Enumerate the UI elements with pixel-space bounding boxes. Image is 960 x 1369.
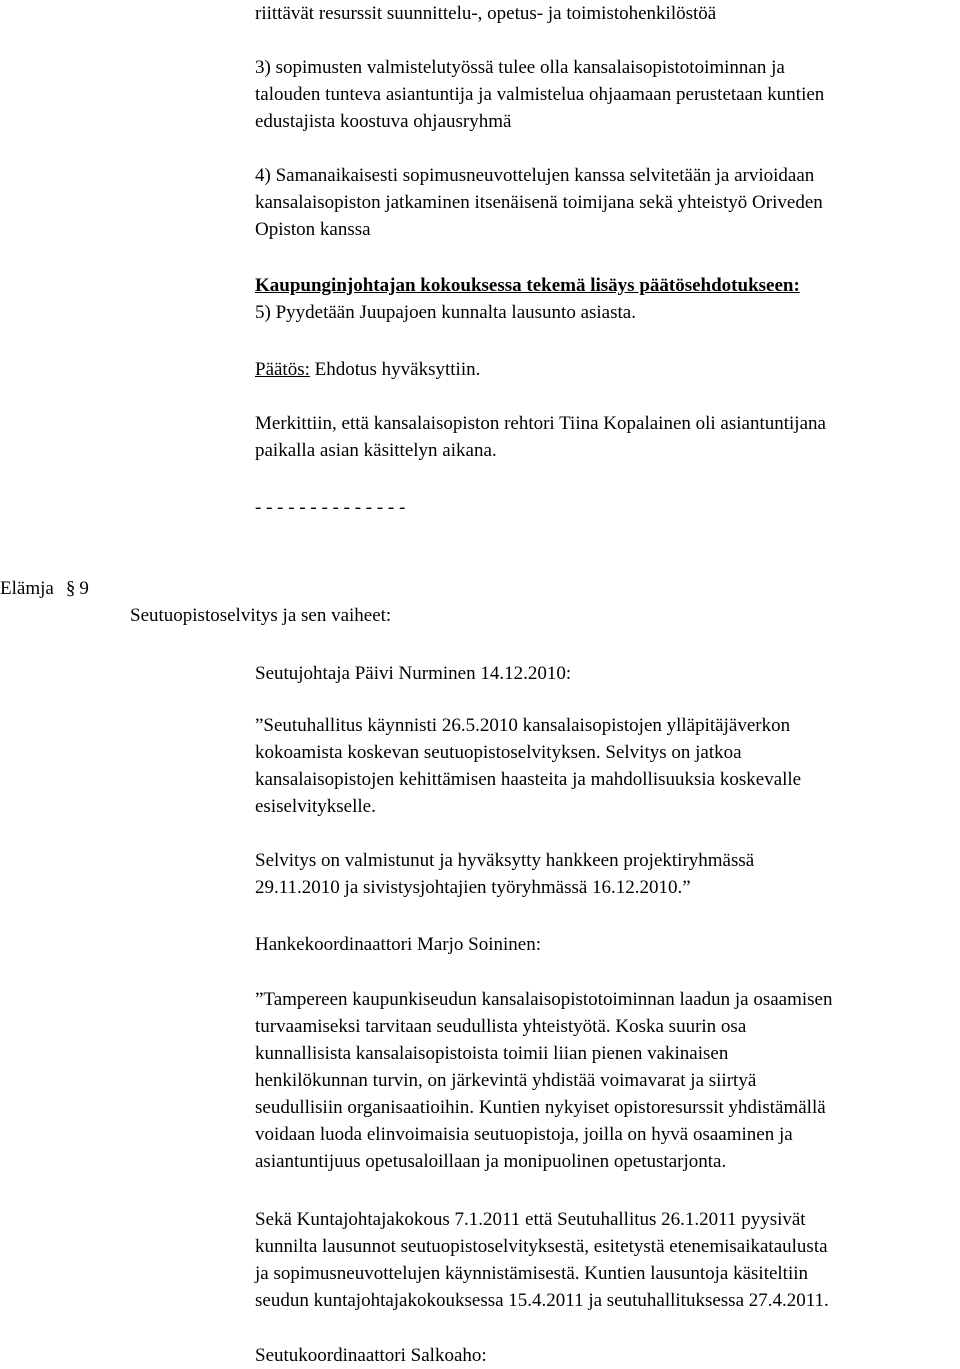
quote-2 (255, 986, 960, 1175)
text-line: kunnallisista kansalaisopistoista toimii liian pienen vakinaisen (255, 1043, 729, 1064)
text-line: edustajista koostuva ohjausryhmä (255, 111, 512, 132)
item-4 (255, 162, 960, 243)
note (255, 410, 960, 464)
text-line: Opiston kanssa (255, 219, 371, 240)
meetings-paragraph (255, 1206, 960, 1314)
section-symbol: § (65, 578, 76, 599)
text-line: kokoamista koskevan seutuopistoselvityksen. Selvitys on jatkoa (255, 742, 742, 763)
quote-1-paragraph-1 (255, 712, 960, 820)
section-identifier (0, 575, 89, 602)
speaker-1: Seutujohtaja Päivi Nurminen 14.12.2010: (255, 663, 572, 684)
speaker-3: Seutukoordinaattori Salkoaho: (255, 1345, 487, 1366)
decision-text: Ehdotus hyväksyttiin. (309, 359, 481, 380)
text-line: talouden tunteva asiantuntija ja valmistelua ohjaamaan perustetaan kuntien (255, 84, 825, 105)
text-line: kunnilta lausunnot seutuopistoselvityksestä, esitetystä etenemisaikataulusta (255, 1236, 828, 1257)
text-line: asiantuntijuus opetusaloillaan ja monipuolinen opetustarjonta. (255, 1151, 727, 1172)
decision (255, 356, 960, 383)
text-line: henkilökunnan turvin, on järkevintä yhdistää voimavarat ja siirtyä (255, 1070, 757, 1091)
separator: - - - - - - - - - - - - - - (255, 497, 406, 518)
text-line: ja sopimusneuvottelujen käynnistämisestä. Kuntien lausuntoja käsiteltiin (255, 1263, 809, 1284)
top-line: riittävät resurssit suunnittelu-, opetus- ja toimistohenkilöstöä (255, 3, 717, 24)
section-label: Elämja (0, 578, 54, 599)
decision-label: Päätös: (255, 359, 310, 380)
addition-heading: Kaupunginjohtajan kokouksessa tekemä lisäys päätösehdotukseen: (255, 275, 800, 296)
text-line: Selvitys on valmistunut ja hyväksytty hankkeen projektiryhmässä (255, 850, 755, 871)
text-line: esiselvitykselle. (255, 796, 376, 817)
text-line: ”Seutuhallitus käynnisti 26.5.2010 kansalaisopistojen ylläpitäjäverkon (255, 715, 791, 736)
addition-block (255, 272, 960, 326)
speaker-2: Hankekoordinaattori Marjo Soininen: (255, 934, 541, 955)
quote-1-paragraph-2 (255, 847, 960, 901)
text-line: kansalaisopiston jatkaminen itsenäisenä toimijana sekä yhteistyö Oriveden (255, 192, 823, 213)
text-line: kansalaisopistojen kehittämisen haasteita ja mahdollisuuksia koskevalle (255, 769, 802, 790)
text-line: turvaamiseksi tarvitaan seudullista yhteistyötä. Koska suurin osa (255, 1016, 747, 1037)
text-line: 29.11.2010 ja sivistysjohtajien työryhmässä 16.12.2010.” (255, 877, 691, 898)
text-line: ”Tampereen kaupunkiseudun kansalaisopistotoiminnan laadun ja osaamisen (255, 989, 833, 1010)
text-line: seudun kuntajohtajakokouksessa 15.4.2011 ja seutuhallituksessa 27.4.2011. (255, 1290, 829, 1311)
text-line: Sekä Kuntajohtajakokous 7.1.2011 että Seutuhallitus 26.1.2011 pyysivät (255, 1209, 806, 1230)
section-title: Seutuopistoselvitys ja sen vaiheet: (130, 605, 392, 626)
text-line: seudullisiin organisaatioihin. Kuntien nykyiset opistoresurssit yhdistämällä (255, 1097, 826, 1118)
item-5: 5) Pyydetään Juupajoen kunnalta lausunto asiasta. (255, 302, 636, 323)
text-line: 3) sopimusten valmistelutyössä tulee olla kansalaisopistotoiminnan ja (255, 57, 785, 78)
text-line: paikalla asian käsittelyn aikana. (255, 440, 497, 461)
section-number: 9 (79, 578, 89, 599)
text-line: voidaan luoda elinvoimaisia seutuopistoja, joilla on hyvä osaaminen ja (255, 1124, 793, 1145)
item-3 (255, 54, 960, 135)
text-line: 4) Samanaikaisesti sopimusneuvottelujen kanssa selvitetään ja arvioidaan (255, 165, 815, 186)
text-line: Merkittiin, että kansalaisopiston rehtori Tiina Kopalainen oli asiantuntijana (255, 413, 826, 434)
